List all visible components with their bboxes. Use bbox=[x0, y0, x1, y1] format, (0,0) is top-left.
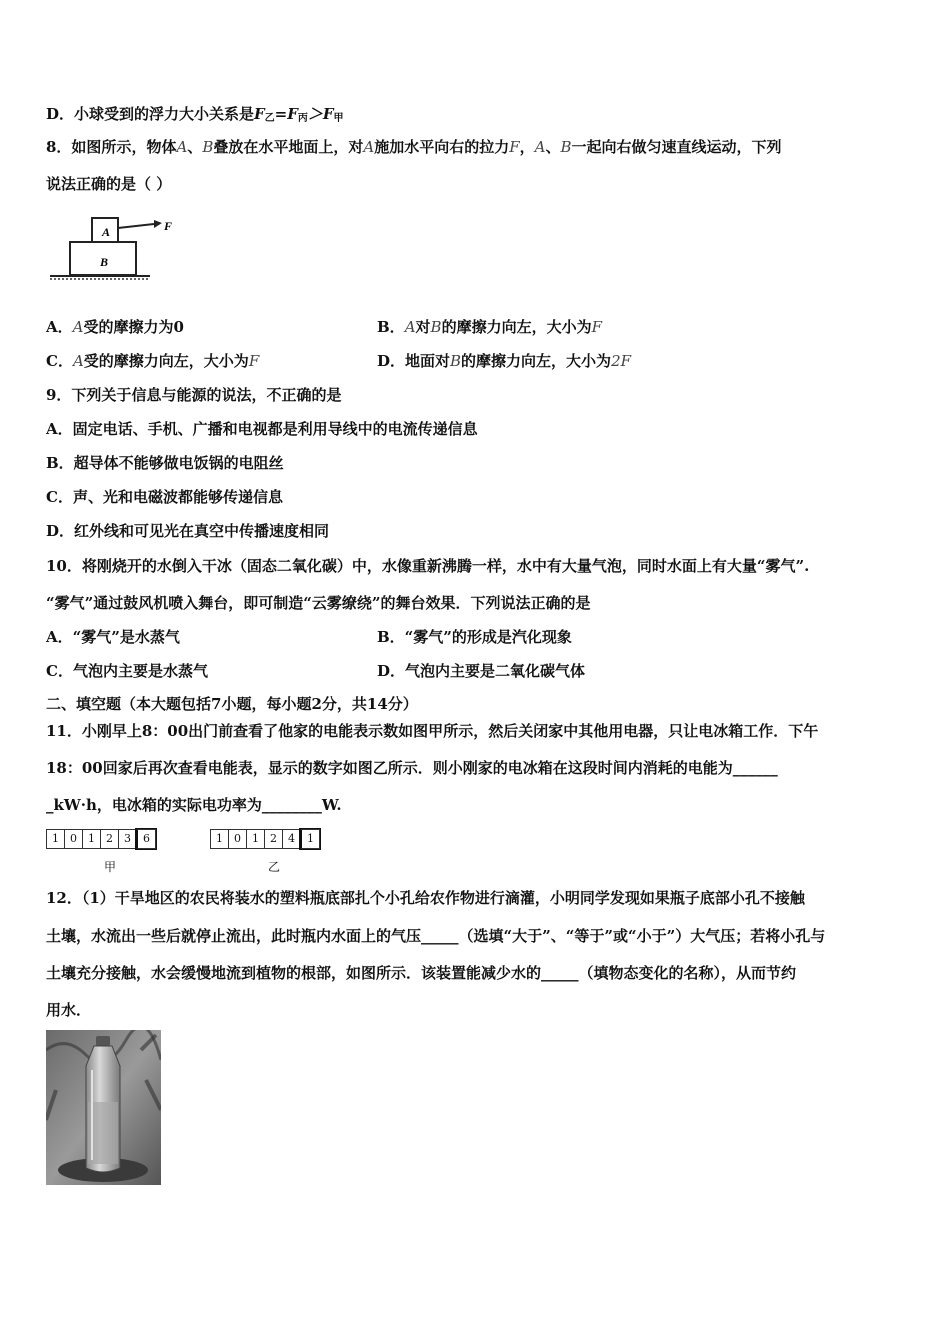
meter-jia bbox=[46, 829, 156, 849]
q8-option-c: C．A受的摩擦力向左，大小为F bbox=[46, 352, 260, 370]
meter-digit: 1 bbox=[210, 829, 228, 849]
label-a: A bbox=[102, 225, 111, 239]
meter-digit: 1 bbox=[300, 829, 320, 849]
force-arrow bbox=[118, 224, 154, 228]
bottle-photo bbox=[46, 1030, 161, 1185]
meter-digit: 1 bbox=[246, 829, 264, 849]
q9-option-b: B．超导体不能够做电饭锅的电阻丝 bbox=[46, 454, 284, 472]
q8-stem-line1: 8．如图所示，物体A、B叠放在水平地面上，对A施加水平向右的拉力F，A、B一起向右做匀速直线运动，下列 bbox=[46, 138, 782, 156]
q12-stem-line2: 土壤，水流出一些后就停止流出，此时瓶内水面上的气压_____（选填“大于”、“等于”或“小于”）大气压；若将小孔与 bbox=[46, 927, 826, 945]
meter-digit: 1 bbox=[82, 829, 100, 849]
q9-stem: 9．下列关于信息与能源的说法，不正确的是 bbox=[46, 386, 342, 404]
meter-yi-label: 乙 bbox=[268, 860, 281, 874]
q10-option-d: D．气泡内主要是二氧化碳气体 bbox=[377, 662, 586, 680]
meter-jia-label: 甲 bbox=[104, 860, 117, 874]
q9-option-c: C．声、光和电磁波都能够传递信息 bbox=[46, 488, 283, 506]
q10-option-c: C．气泡内主要是水蒸气 bbox=[46, 662, 208, 680]
q12-stem-line4: 用水． bbox=[46, 1001, 92, 1019]
meter-digit: 4 bbox=[282, 829, 300, 849]
q8-stem-line2: 说法正确的是（ ） bbox=[46, 175, 172, 193]
meter-digit: 2 bbox=[264, 829, 282, 849]
meter-digit: 2 bbox=[100, 829, 118, 849]
meter-yi bbox=[210, 829, 320, 849]
q9-option-a: A．固定电话、手机、广播和电视都是利用导线中的电流传递信息 bbox=[46, 420, 478, 438]
q9-option-d: D．红外线和可见光在真空中传播速度相同 bbox=[46, 522, 330, 540]
q11-stem-line3: _kW·h，电冰箱的实际电功率为________W. bbox=[46, 796, 342, 814]
label-b: B bbox=[100, 255, 109, 269]
meter-digit: 1 bbox=[46, 829, 64, 849]
section-heading: 二、填空题（本大题包括7小题，每小题2分，共14分） bbox=[46, 695, 418, 713]
q8-option-b: B．A对B的摩擦力向左，大小为F bbox=[377, 318, 603, 336]
q8-option-a: A．A受的摩擦力为0 bbox=[46, 318, 184, 336]
q10-stem-line2: “雾气”通过鼓风机喷入舞台，即可制造“云雾缭绕”的舞台效果．下列说法正确的是 bbox=[46, 594, 591, 612]
q12-stem-line1: 12．（1）干旱地区的农民将装水的塑料瓶底部扎个小孔给农作物进行滴灌，小明同学发现如果瓶子底部小孔不接触 bbox=[46, 889, 805, 907]
q10-option-a: A．“雾气”是水蒸气 bbox=[46, 628, 180, 646]
meter-digit: 3 bbox=[118, 829, 136, 849]
q11-stem-line2: 18：00回家后再次查看电能表，显示的数字如图乙所示．则小刚家的电冰箱在这段时间内消耗的电能为______ bbox=[46, 759, 778, 777]
q7-option-d: D．小球受到的浮力大小关系是$F_乙=F_丙>F_甲$ bbox=[46, 105, 344, 124]
meter-digit: 0 bbox=[64, 829, 82, 849]
meter-digit: 0 bbox=[228, 829, 246, 849]
q12-stem-line3: 土壤充分接触，水会缓慢地流到植物的根部，如图所示．该装置能减少水的_____（填物态变化的名称），从而节约 bbox=[46, 964, 797, 982]
label-f: F bbox=[164, 219, 173, 233]
q10-option-b: B．“雾气”的形成是汽化现象 bbox=[377, 628, 572, 646]
q10-stem-line1: 10．将刚烧开的水倒入干冰（固态二氧化碳）中，水像重新沸腾一样，水中有大量气泡，同时水面上有大量“雾气”. bbox=[46, 557, 810, 575]
meter-digit: 6 bbox=[136, 829, 156, 849]
q8-blocks-figure bbox=[50, 210, 180, 290]
q8-option-d: D．地面对B的摩擦力向左，大小为2F bbox=[377, 352, 632, 370]
q11-stem-line1: 11．小刚早上8：00出门前查看了他家的电能表示数如图甲所示，然后关闭家中其他用电器，只让电冰箱工作．下午 bbox=[46, 722, 819, 740]
force-arrowhead bbox=[154, 220, 162, 228]
